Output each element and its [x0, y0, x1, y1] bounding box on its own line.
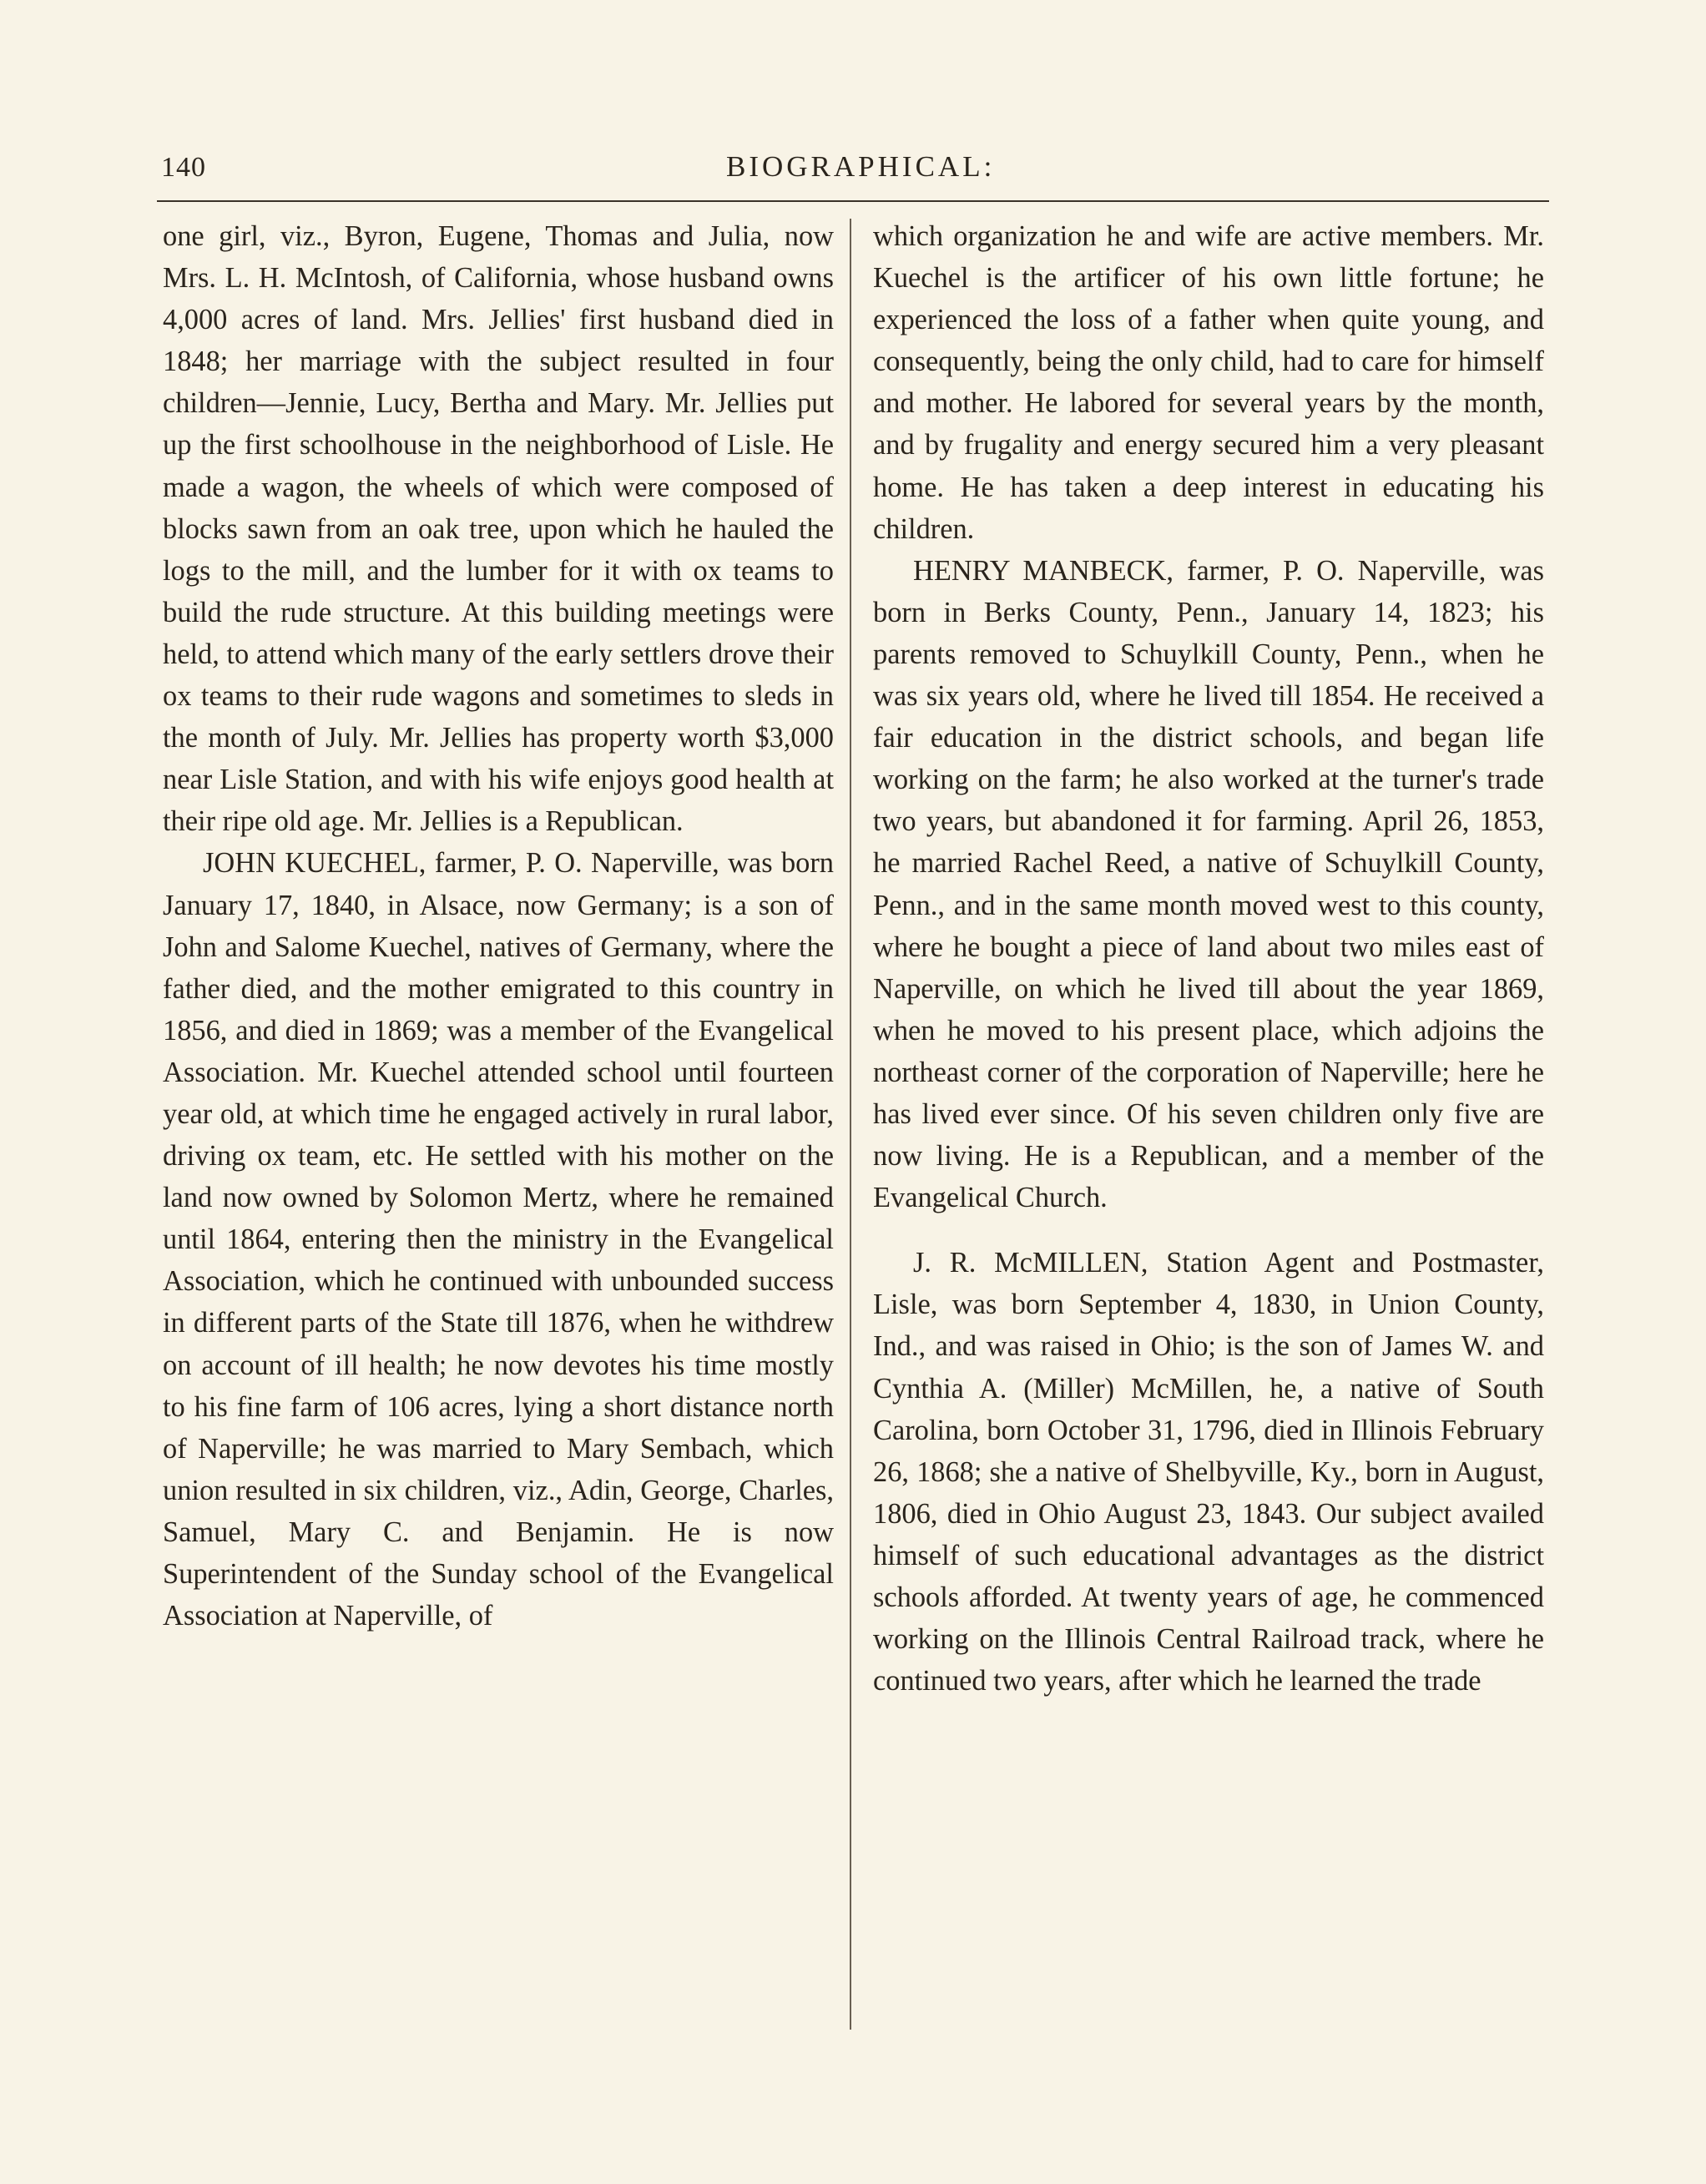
paragraph-henry-manbeck: HENRY MANBECK, farmer, P. O. Naperville, was born in Berks County, Penn., January 14, 1823; his parents removed to Schuylkill County, Penn., when he was six years old, where he lived till 1854. He received a fair education in the district schools, and began life working on the farm; he also worked at the turner's trade two years, but abandoned it for farming. April 26, 1853, he married Rachel Reed, a native of Schuylkill County, Penn., and in the same month moved west to this county, where he bought a piece of land about two miles east of Naperville, on which he lived till about the year 1869, when he moved to his present place, which adjoins the northeast corner of the corporation of Naperville; here he has lived ever since. Of his seven children only five are now living. He is a Republican, and a member of the Evangelical Church.	[873, 554, 1544, 1214]
paragraph-jr-mcmillen: J. R. McMILLEN, Station Agent and Postmaster, Lisle, was born September 4, 1830, in Union County, Ind., and was raised in Ohio; is the son of James W. and Cynthia A. (Miller) McMillen, he, a native of South Carolina, born October 31, 1796, died in Illinois February 26, 1868; she a native of Shelbyville, Ky., born in August, 1806, died in Ohio August 23, 1843. Our subject availed himself of such educational advantages as the district schools afforded. At twenty years of age, he commenced working on the Illinois Central Railroad track, where he continued two years, after which he learned the trade	[873, 1247, 1544, 1697]
page-number: 140	[161, 152, 206, 183]
paragraph-john-kuechel: JOHN KUECHEL, farmer, P. O. Naperville, was born January 17, 1840, in Alsace, now Germany; is a son of John and Salome Kuechel, natives of Germany, where the father died, and the mother emigrated to this country in 1856, and died in 1869; was a member of the Evangelical Association. Mr. Kuechel attended school until fourteen year old, at which time he engaged actively in rural labor, driving ox team, etc. He settled with his mother on the land now owned by Solomon Mertz, where he remained until 1864, entering then the ministry in the Evangelical Association, which he continued with unbounded success in different parts of the State till 1876, when he withdrew on account of ill health; he now devotes his time mostly to his fine farm of 106 acres, lying a short distance north of Naperville; he was married to Mary Sembach, which union resulted in six children, viz., Adin, George, Charles, Samuel, Mary C. and Benjamin. He is now Superintendent of the Sunday school of the Evangelical Association at Naperville, of	[163, 847, 834, 1632]
right-column	[873, 215, 1544, 1702]
header-rule	[157, 200, 1549, 202]
paragraph-jellies-continued: one girl, viz., Byron, Eugene, Thomas and Julia, now Mrs. L. H. McIntosh, of California, whose husband owns 4,000 acres of land. Mrs. Jellies' first husband died in 1848; her marriage with the subject resulted in four children—Jennie, Lucy, Bertha and Mary. Mr. Jellies put up the first schoolhouse in the neighborhood of Lisle. He made a wagon, the wheels of which were composed of blocks sawn from an oak tree, upon which he hauled the logs to the mill, and the lumber for it with ox teams to build the rude structure. At this building meetings were held, to attend which many of the early settlers drove their ox teams to their rude wagons and sometimes to sleds in the month of July. Mr. Jellies has property worth $3,000 near Lisle Station, and with his wife enjoys good health at their ripe old age. Mr. Jellies is a Republican.	[163, 220, 834, 838]
column-divider	[850, 219, 851, 2030]
left-column	[163, 215, 834, 1637]
paragraph-kuechel-continued: which organization he and wife are active members. Mr. Kuechel is the artificer of his own little fortune; he experienced the loss of a father when quite young, and consequently, being the only child, had to care for himself and mother. He labored for several years by the month, and by frugality and energy secured him a very pleasant home. He has taken a deep interest in educating his children.	[873, 220, 1544, 545]
running-head: BIOGRAPHICAL:	[726, 150, 996, 183]
